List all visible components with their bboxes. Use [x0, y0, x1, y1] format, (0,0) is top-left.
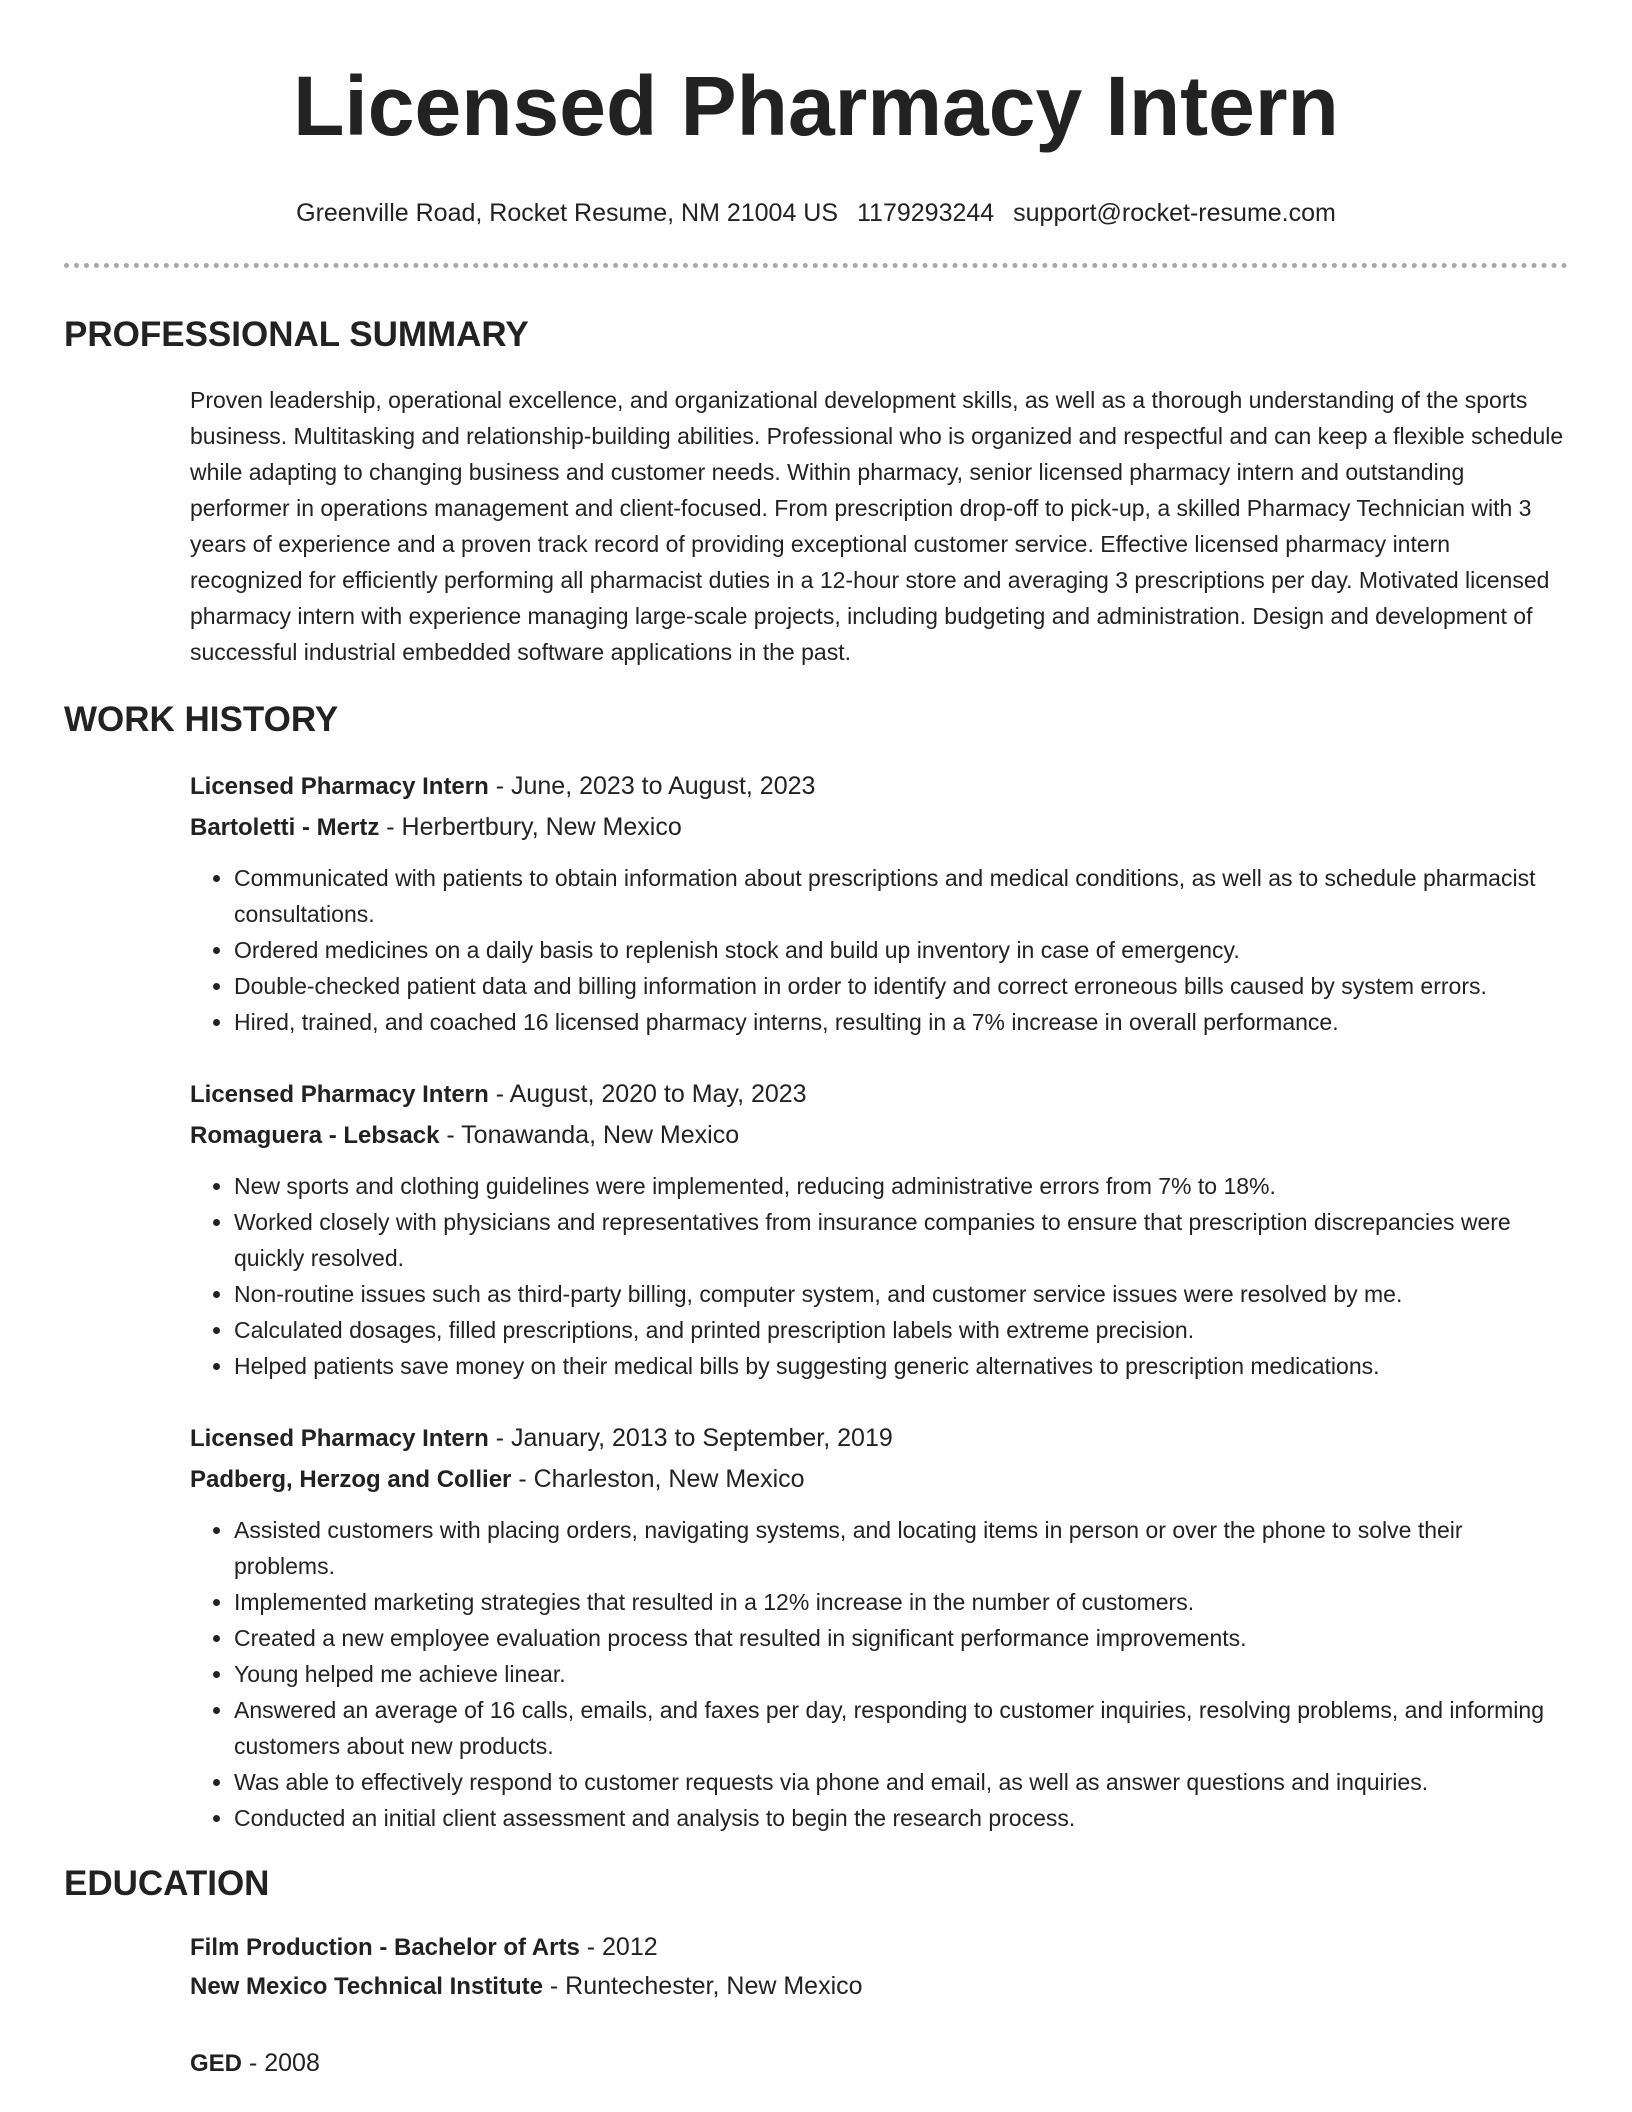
job-dates: - January, 2013 to September, 2019 — [488, 1424, 893, 1452]
job-dates: - August, 2020 to May, 2023 — [488, 1080, 807, 1108]
job-company: Padberg, Herzog and Collier — [190, 1466, 512, 1493]
job-location: - Herbertbury, New Mexico — [379, 813, 682, 841]
contact-line — [64, 196, 1568, 230]
contact-address: Greenville Road, Rocket Resume, NM 21004 US — [296, 199, 839, 227]
list-item: • Assisted customers with placing orders, navigating systems, and locating items in person or over the phone to solve their problems. — [234, 1512, 1568, 1584]
job-entry — [190, 766, 1568, 1040]
job-location: - Tonawanda, New Mexico — [439, 1121, 740, 1149]
education-school: New Mexico Technical Institute — [190, 1973, 543, 2000]
job-dates: - June, 2023 to August, 2023 — [488, 772, 816, 800]
education-degree: Film Production - Bachelor of Arts — [190, 1934, 580, 1961]
job-bullets — [190, 860, 1568, 1040]
job-title-line — [190, 1418, 1568, 1459]
list-item: • Was able to effectively respond to customer requests via phone and email, as well as answer questions and inquiries. — [234, 1764, 1568, 1800]
list-item: • Double-checked patient data and billing information in order to identify and correct erroneous bills caused by system errors. — [234, 968, 1568, 1004]
job-role: Licensed Pharmacy Intern — [190, 1425, 489, 1452]
list-item: • Helped patients save money on their medical bills by suggesting generic alternatives to prescription medications. — [234, 1348, 1568, 1384]
summary-section — [64, 313, 1568, 670]
education-location: - Runtechester, New Mexico — [542, 1972, 863, 2000]
contact-email: support@rocket-resume.com — [1013, 199, 1336, 227]
job-company-line — [190, 1459, 1568, 1500]
education-heading: EDUCATION — [64, 1864, 270, 1903]
education-year: - 2008 — [242, 2049, 320, 2077]
job-company-line — [190, 1115, 1568, 1156]
list-item: • Young helped me achieve linear. — [234, 1656, 1568, 1692]
list-item: • Implemented marketing strategies that resulted in a 12% increase in the number of customers. — [234, 1584, 1568, 1620]
job-company-line — [190, 807, 1568, 848]
education-year: - 2012 — [579, 1933, 658, 1961]
education-entry — [190, 2044, 1568, 2083]
job-bullets — [190, 1512, 1568, 1836]
education-degree-line — [190, 1928, 1568, 1967]
work-section — [64, 698, 1568, 1836]
summary-text: Proven leadership, operational excellence, and organizational development skills, as well as a thorough understanding of the sports business. Multitasking and relationship-building abilities. Professional who is organized and respectful and can keep a flexible schedule while adapting to changing business and customer needs. Within pharmacy, senior licensed pharmacy intern and outstanding performer in operations management and client-focused. From prescription drop-off to pick-up, a skilled Pharmacy Technician with 3 years of experience and a proven track record of providing exceptional customer service. Effective licensed pharmacy intern recognized for efficiently performing all pharmacist duties in a 12-hour store and averaging 3 prescriptions per day. Motivated licensed pharmacy intern with experience managing large-scale projects, including budgeting and administration. Design and development of successful industrial embedded software applications in the past. — [190, 387, 1564, 665]
job-entry — [190, 1418, 1568, 1836]
education-entry — [190, 1928, 1568, 2006]
job-location: - Charleston, New Mexico — [511, 1465, 805, 1493]
job-company: Romaguera - Lebsack — [190, 1122, 440, 1149]
education-section — [64, 1862, 1568, 2083]
job-role: Licensed Pharmacy Intern — [190, 773, 489, 800]
list-item: • Non-routine issues such as third-party billing, computer system, and customer service issues were resolved by me. — [234, 1276, 1568, 1312]
job-entry — [190, 1074, 1568, 1384]
summary-heading: PROFESSIONAL SUMMARY — [64, 315, 529, 354]
list-item: • Answered an average of 16 calls, emails, and faxes per day, responding to customer inquiries, resolving problems, and informing customers about new products. — [234, 1692, 1568, 1764]
header-divider — [64, 263, 1568, 268]
education-school-line — [190, 1967, 1568, 2006]
list-item: • Calculated dosages, filled prescriptions, and printed prescription labels with extreme precision. — [234, 1312, 1568, 1348]
job-title-line — [190, 1074, 1568, 1115]
job-company: Bartoletti - Mertz — [190, 814, 380, 841]
work-heading: WORK HISTORY — [64, 700, 339, 739]
job-role: Licensed Pharmacy Intern — [190, 1081, 489, 1108]
list-item: • Worked closely with physicians and representatives from insurance companies to ensure that prescription discrepancies were quickly resolved. — [234, 1204, 1568, 1276]
list-item: • Created a new employee evaluation process that resulted in significant performance improvements. — [234, 1620, 1568, 1656]
list-item: • New sports and clothing guidelines were implemented, reducing administrative errors from 7% to 18%. — [234, 1168, 1568, 1204]
resume-name: Licensed Pharmacy Intern — [293, 59, 1339, 153]
list-item: • Conducted an initial client assessment and analysis to begin the research process. — [234, 1800, 1568, 1836]
job-bullets — [190, 1168, 1568, 1384]
education-degree: GED — [190, 2050, 243, 2077]
contact-phone: 1179293244 — [857, 199, 995, 227]
list-item: • Ordered medicines on a daily basis to replenish stock and build up inventory in case of emergency. — [234, 932, 1568, 968]
list-item: • Communicated with patients to obtain information about prescriptions and medical conditions, as well as to schedule pharmacist consultations. — [234, 860, 1568, 932]
list-item: • Hired, trained, and coached 16 licensed pharmacy interns, resulting in a 7% increase in overall performance. — [234, 1004, 1568, 1040]
education-degree-line — [190, 2044, 1568, 2083]
job-title-line — [190, 766, 1568, 807]
